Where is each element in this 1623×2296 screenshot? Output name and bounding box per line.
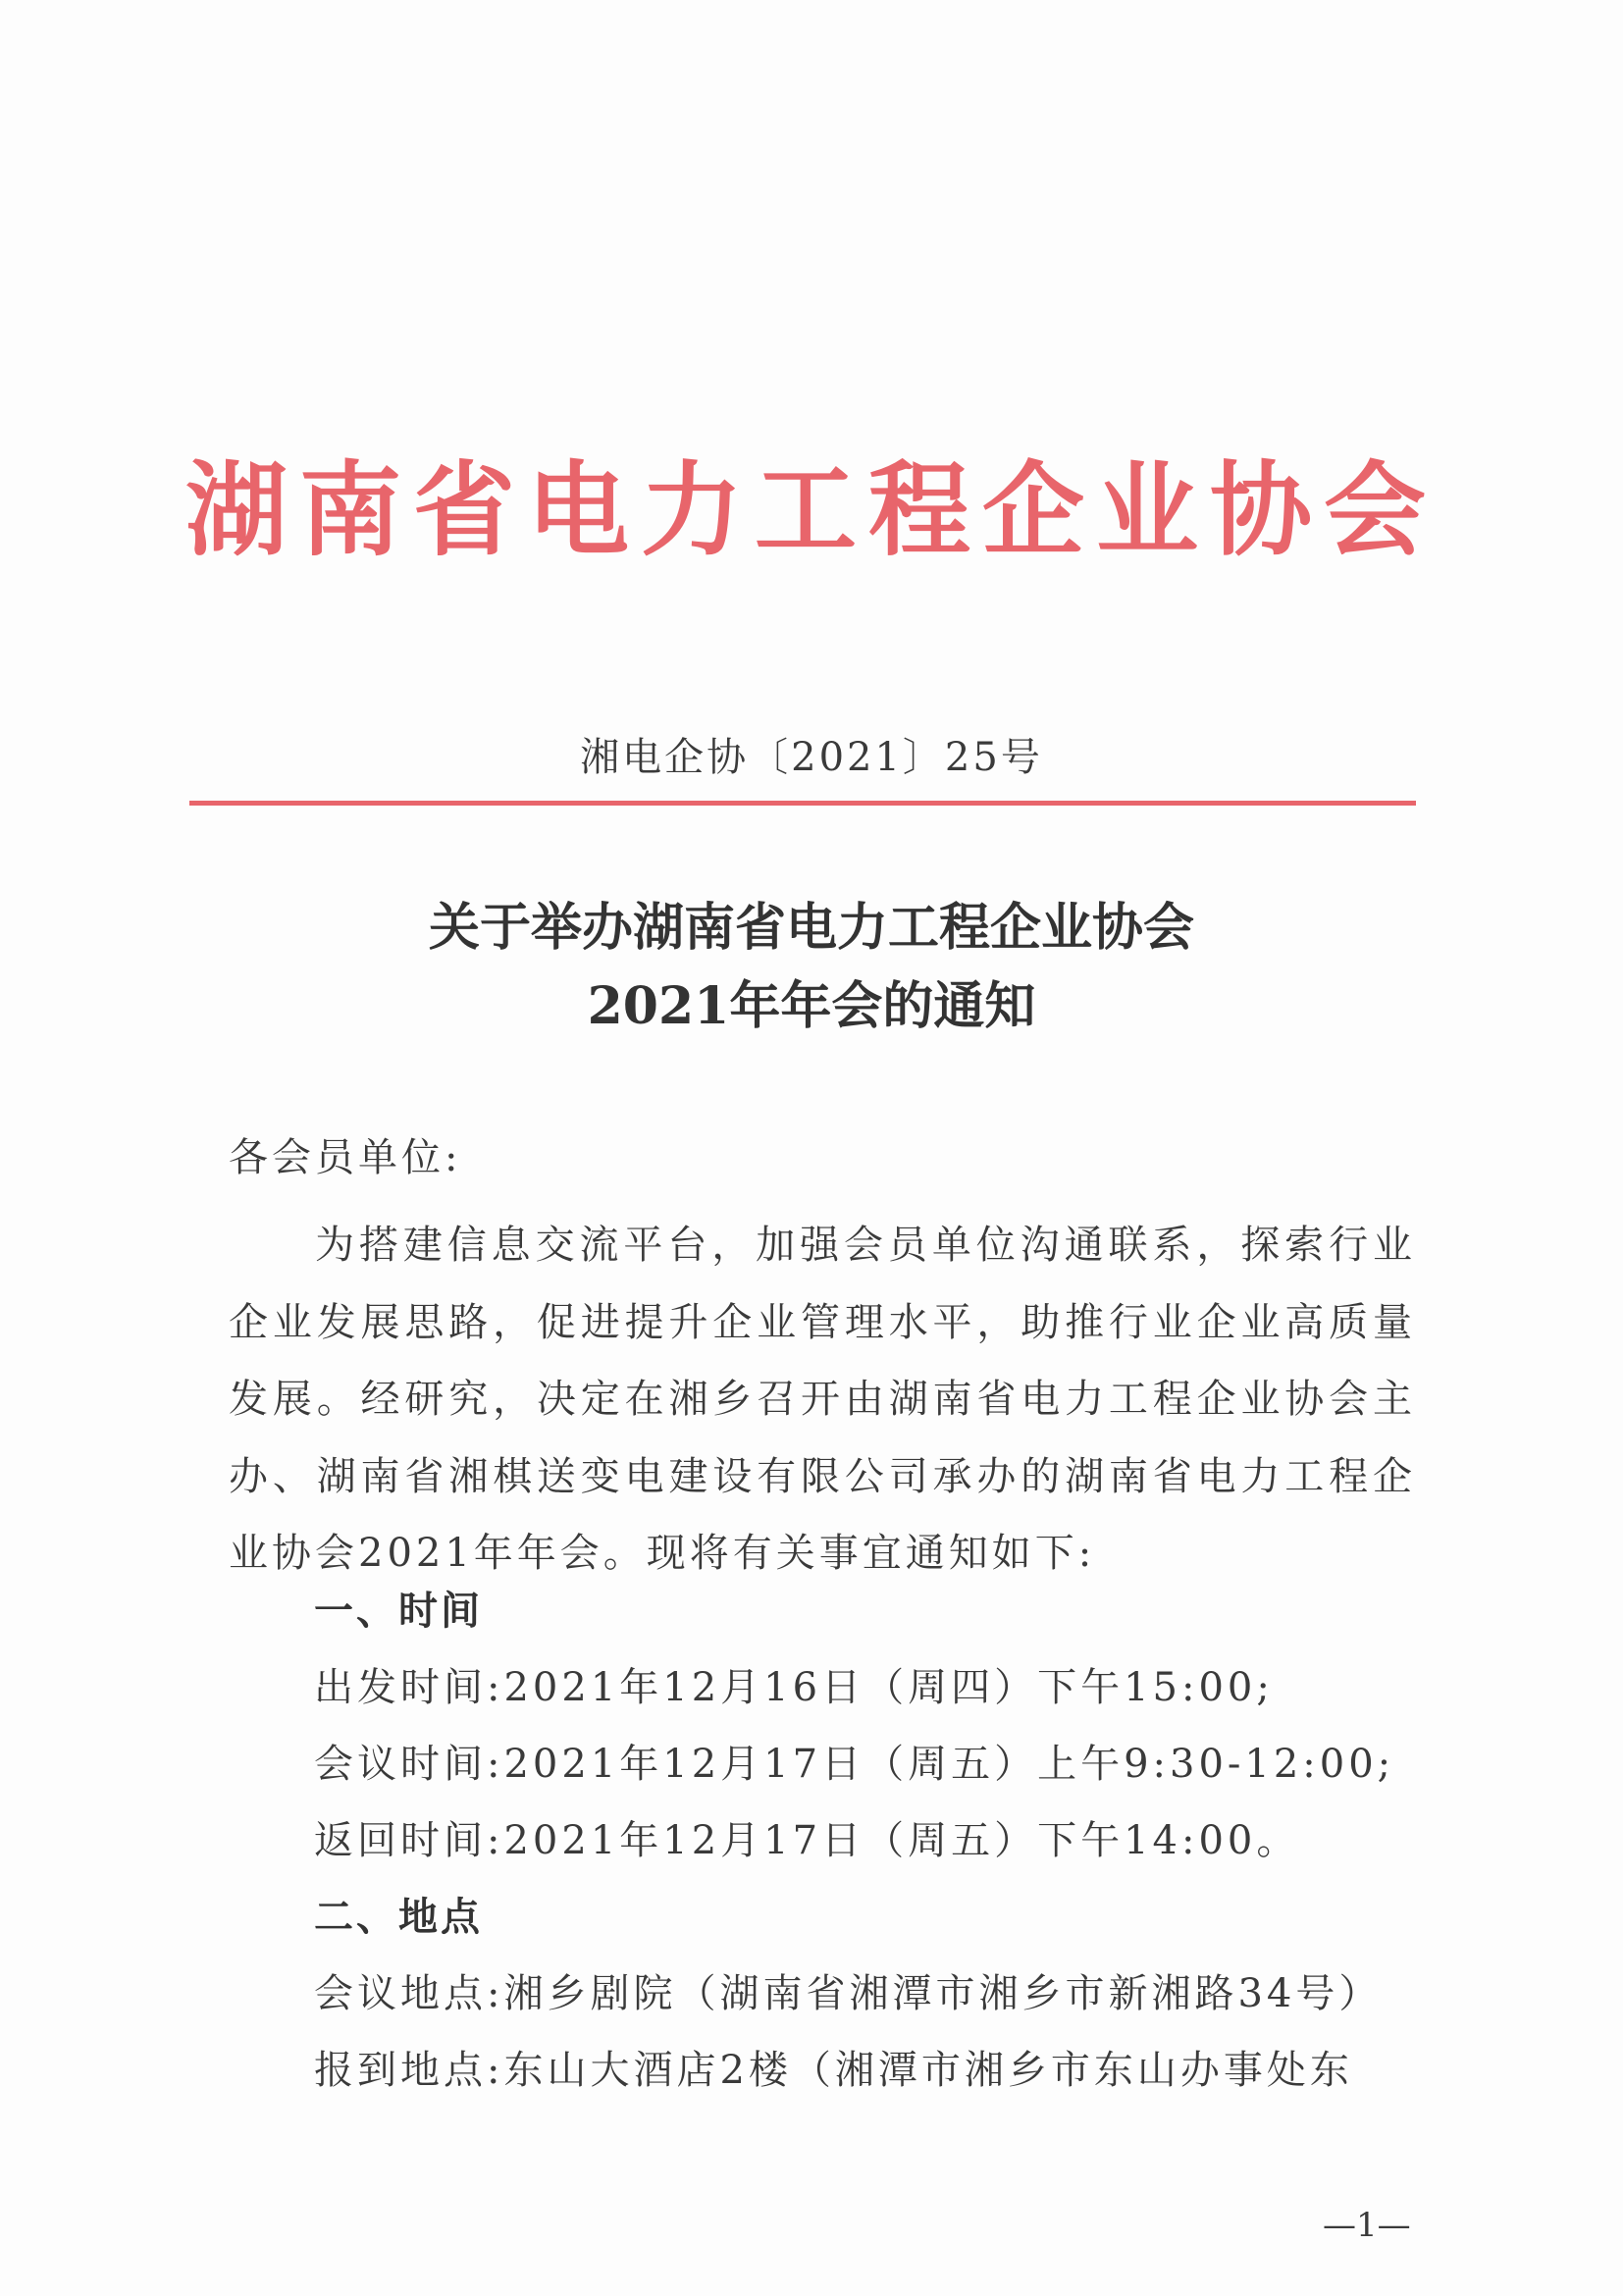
notice-title <box>0 889 1623 1046</box>
document-number: 湘电企协〔2021〕25号 <box>580 735 1043 780</box>
intro-paragraph: 为搭建信息交流平台，加强会员单位沟通联系，探索行业企业发展思路，促进提升企业管理水平，助推行业企业高质量发展。经研究，决定在湘乡召开由湖南省电力工程企业协会主办、湖南省湘棋送变电建设有限公司承办的湖南省电力工程企业协会2021年年会。现将有关事宜通知如下: <box>229 1223 1416 1576</box>
departure-time: 出发时间:2021年12月16日（周四）下午15:00; <box>314 1665 1274 1710</box>
page-number: —1— <box>1323 2206 1411 2245</box>
registration-venue: 报到地点:东山大酒店2楼（湘潭市湘乡市东山办事处东 <box>314 2048 1353 2093</box>
letterhead-org-name: 湖南省电力工程企业协会 <box>184 449 1438 570</box>
salutation: 各会员单位: <box>229 1135 462 1180</box>
meeting-venue: 会议地点:湘乡剧院（湖南省湘潭市湘乡市新湘路34号） <box>314 1971 1383 2016</box>
letterhead-divider <box>189 801 1416 806</box>
section-heading-time: 一、时间 <box>314 1588 483 1634</box>
notice-title-line-1: 关于举办湖南省电力工程企业协会 <box>428 898 1194 958</box>
notice-title-line-2: 2021年年会的通知 <box>587 976 1036 1036</box>
return-time: 返回时间:2021年12月17日（周五）下午14:00。 <box>314 1818 1300 1863</box>
meeting-time: 会议时间:2021年12月17日（周五）上午9:30-12:00; <box>314 1742 1395 1787</box>
section-heading-place: 二、地点 <box>314 1894 483 1940</box>
